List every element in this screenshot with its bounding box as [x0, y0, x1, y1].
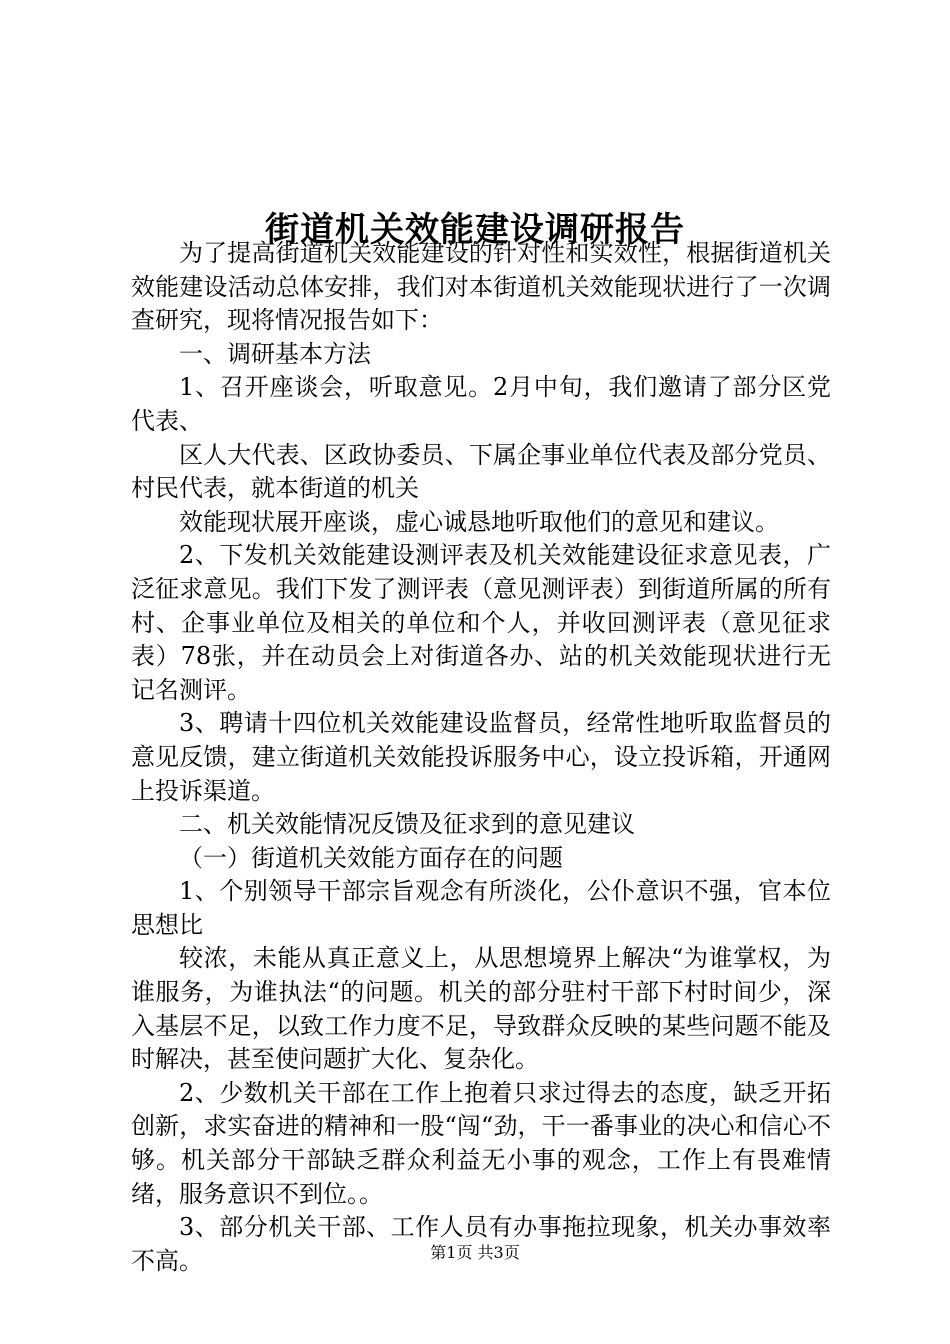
section-heading-feedback: 二、机关效能情况反馈及征求到的意见建议 — [179, 810, 635, 839]
document-title: 街道机关效能建设调研报告 — [265, 209, 685, 250]
section-heading-methods: 一、调研基本方法 — [179, 339, 371, 368]
paragraph-method-3: 3、聘请十四位机关效能建设监督员，经常性地听取监督员的意见反馈，建立街道机关效能投诉服务中心，设立投诉箱，开通网上投诉渠道。 — [131, 709, 831, 805]
paragraph-intro: 为了提高街道机关效能建设的针对性和实效性，根据街道机关效能建设活动总体安排，我们对本街道机关效能现状进行了一次调查研究，现将情况报告如下： — [131, 239, 831, 335]
paragraph-method-1-cont: 区人大代表、区政协委员、下属企事业单位代表及部分党员、村民代表，就本街道的机关 — [131, 440, 831, 503]
paragraph-method-2: 2、下发机关效能建设测评表及机关效能建设征求意见表，广泛征求意见。我们下发了测评表（意见测评表）到街道所属的所有村、企事业单位及相关的单位和个人，并收回测评表（意见征求表）78张，并在动员会上对街道各办、站的机关效能现状进行无记名测评。 — [131, 541, 831, 704]
paragraph-method-1: 1、召开座谈会，听取意见。2月中旬，我们邀请了部分区党代表、 — [131, 373, 831, 435]
paragraph-problem-3: 3、部分机关干部、工作人员有办事拖拉现象，机关办事效率不高。 — [131, 1213, 831, 1275]
document-body — [131, 237, 831, 1278]
paragraph-method-1-end: 效能现状展开座谈，虚心诚恳地听取他们的意见和建议。 — [179, 507, 779, 536]
subsection-heading-problems: （一）街道机关效能方面存在的问题 — [179, 843, 563, 872]
paragraph-problem-1-cont: 较浓，未能从真正意义上，从思想境界上解决“为谁掌权，为谁服务，为谁执法“的问题。机关的部分驻村干部下村时间少，深入基层不足，以致工作力度不足，导致群众反映的某些问题不能及时解决，甚至使问题扩大化、复杂化。 — [131, 944, 831, 1074]
paragraph-problem-1: 1、个别领导干部宗旨观念有所淡化，公仆意识不强，官本位思想比 — [131, 877, 831, 939]
page-footer: 第1页 共3页 — [430, 1243, 520, 1262]
paragraph-problem-2: 2、少数机关干部在工作上抱着只求过得去的态度，缺乏开拓创新，求实奋进的精神和一股“闯“劲，干一番事业的决心和信心不够。机关部分干部缺乏群众利益无小事的观念，工作上有畏难情绪，服务意识不到位。。 — [131, 1078, 831, 1208]
